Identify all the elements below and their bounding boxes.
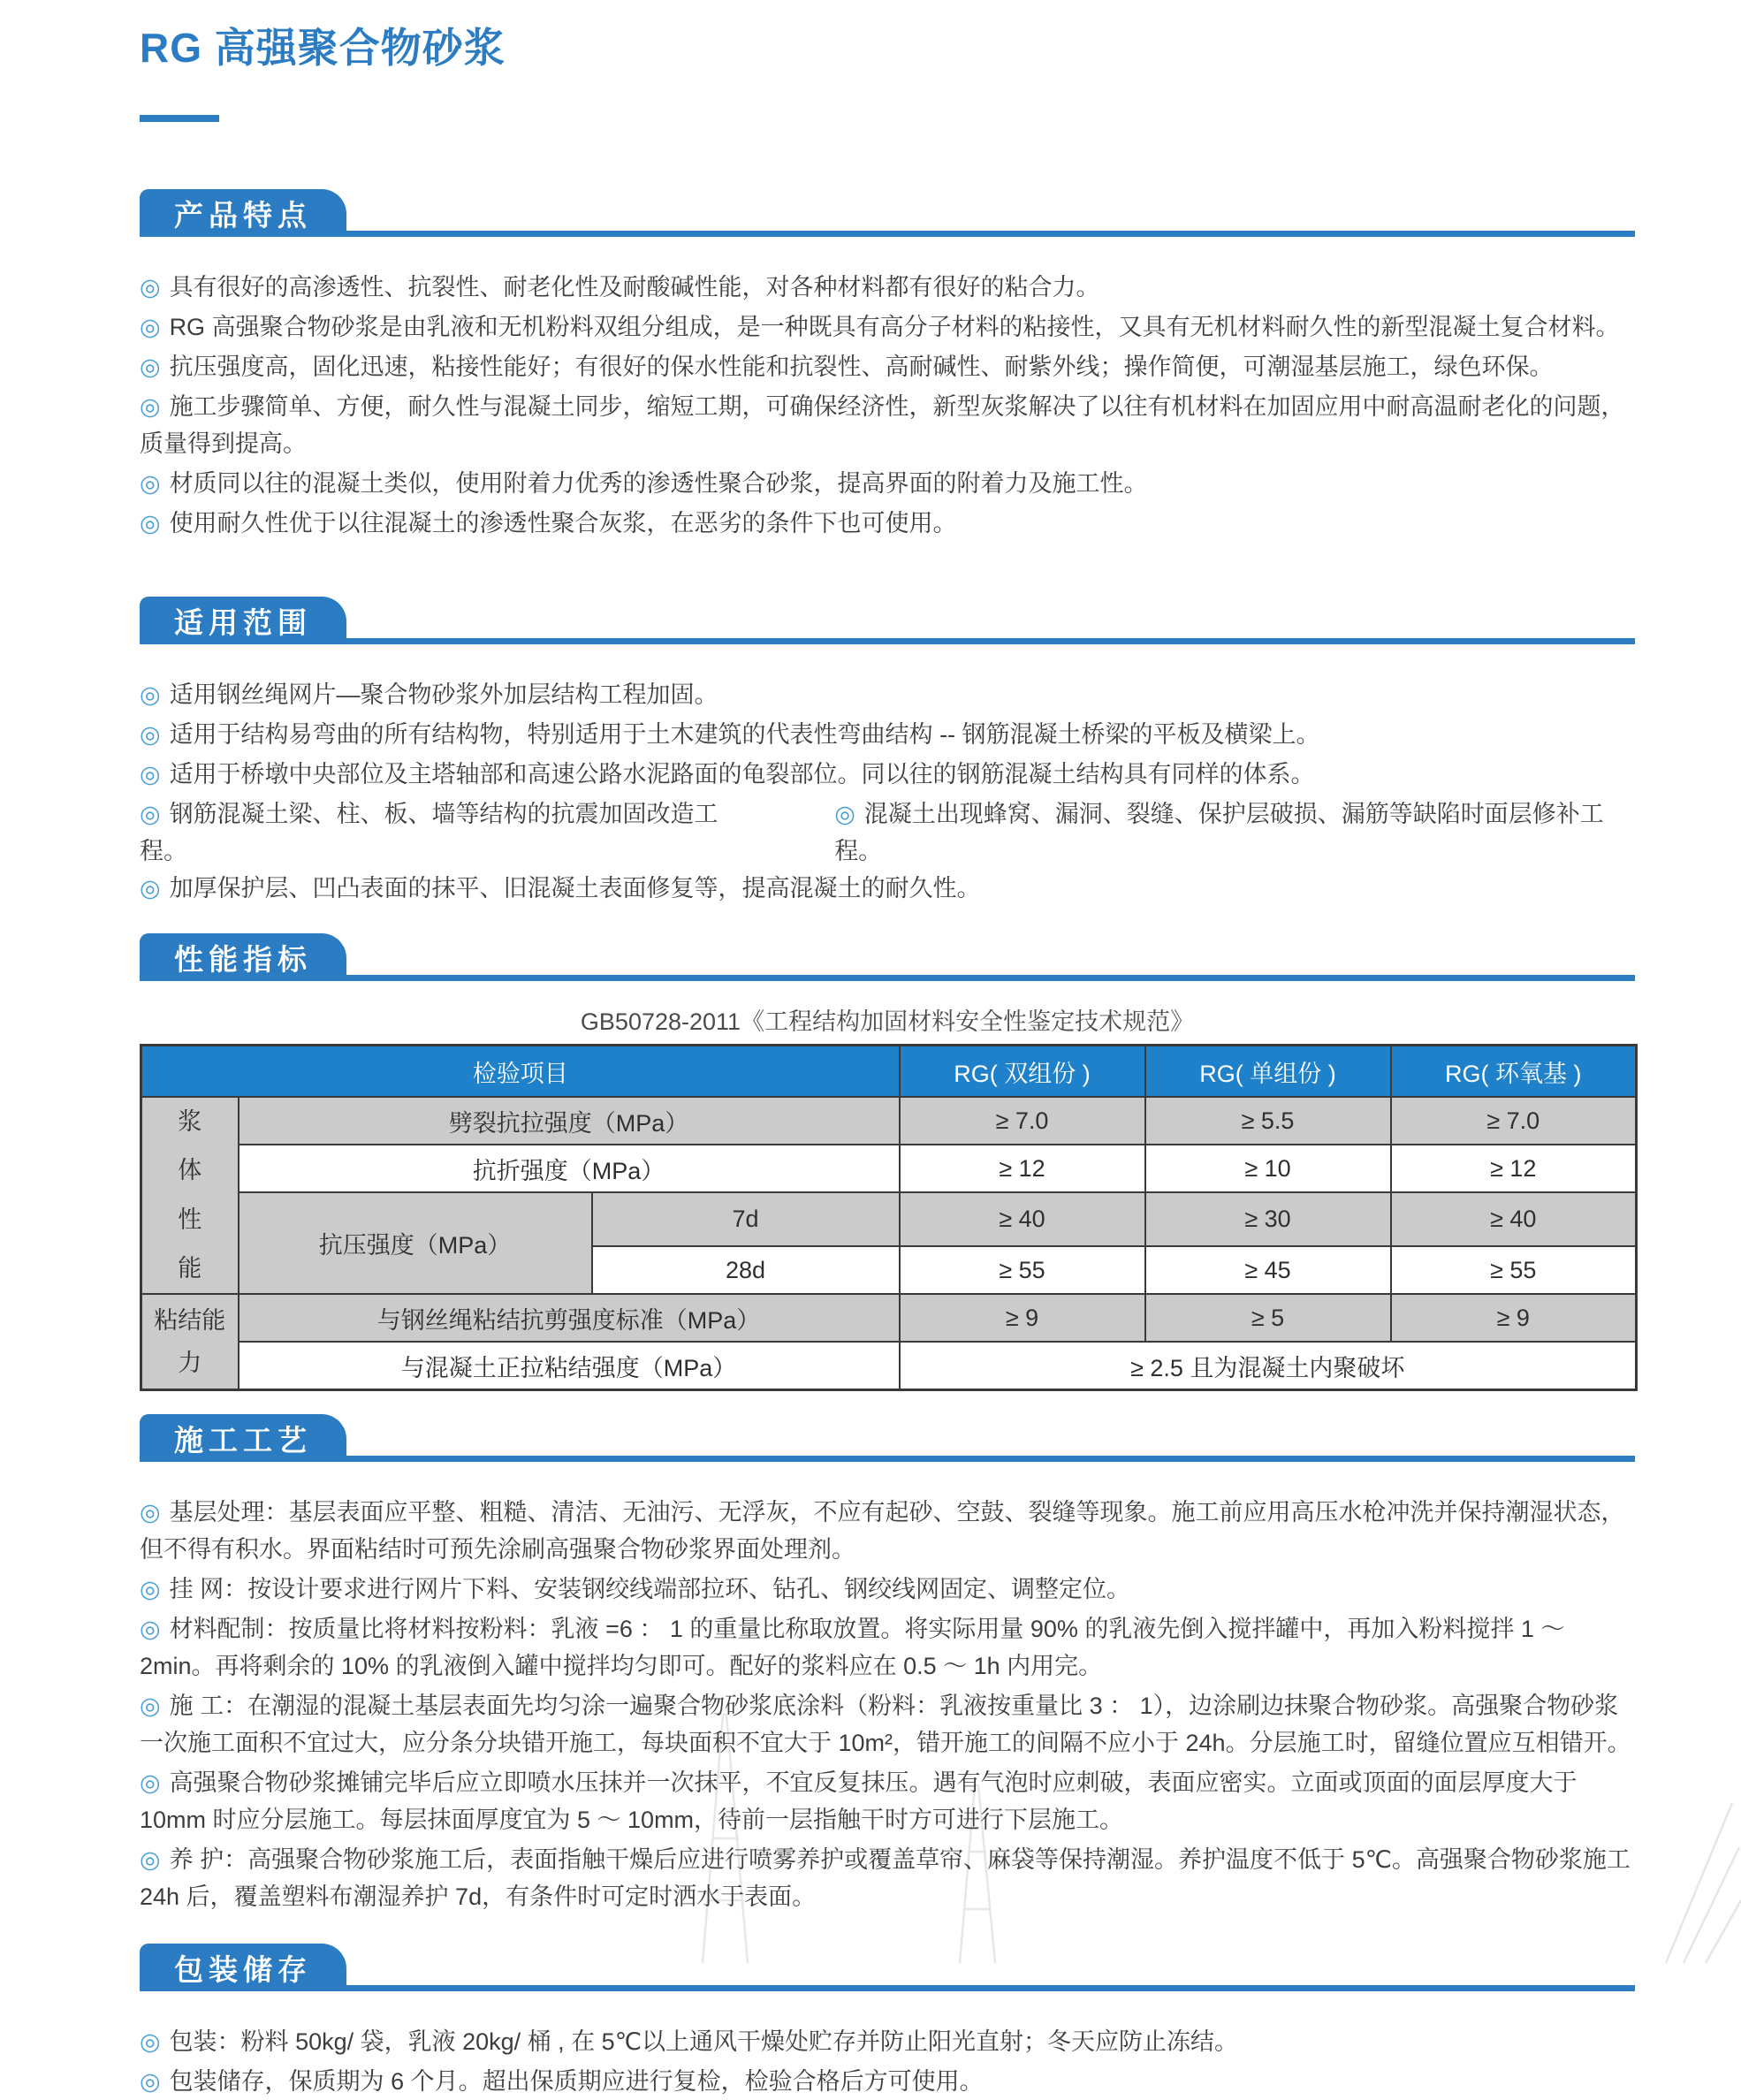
cell-value: ≥ 10 [1145,1145,1391,1192]
ring-bullet-icon: ◎ [140,761,161,788]
bullet-item [140,2063,1635,2100]
bullet-text: 施 工：在潮湿的混凝土基层表面先均匀涂一遍聚合物砂浆底涂料（粉料：乳液按重量比 3 ： 1），边涂刷边抹聚合物砂浆。高强聚合物砂浆一次施工面积不宜过大，应分条分块错开施工，每块面积不宜大于 10m²，错开施工的间隔不应小于 24h。分层施工时，留缝位置应互相错开。 [140,1693,1631,1757]
section-header-performance [140,933,1635,981]
section-badge [140,189,346,237]
cell-value: ≥ 7.0 [1391,1097,1637,1145]
section-heading: 适用范围 [174,605,312,639]
table-row [141,1097,1637,1145]
bullet-text: 抗压强度高，固化迅速，粘接性能好；有很好的保水性能和抗裂性、高耐碱性、耐紫外线；操作简便，可潮湿基层施工，绿色环保。 [169,354,1554,380]
section-header-packaging [140,1944,1635,1991]
bullet-text: 使用耐久性优于以往混凝土的渗透性聚合灰浆，在恶劣的条件下也可使用。 [169,510,957,536]
bullet-text: 包装：粉料 50kg/ 袋，乳液 20kg/ 桶 , 在 5℃以上通风干燥处贮存并防止阳光直射；冬天应防止冻结。 [169,2028,1239,2056]
row-label: 与钢丝绳粘结抗剪强度标准（MPa） [239,1294,900,1342]
cell-value: ≥ 30 [1145,1192,1391,1246]
bullet-text: 包装储存，保质期为 6 个月。超出保质期应进行复检，检验合格后方可使用。 [169,2068,984,2096]
section-header-features [140,189,1635,237]
table-caption: GB50728-2011《工程结构加固材料安全性鉴定技术规范》 [580,1008,1195,1035]
row-label: 抗压强度（MPa） [239,1192,592,1294]
ring-bullet-icon: ◎ [140,393,161,420]
table-header-row [141,1046,1637,1098]
bullet-text: 挂 网：按设计要求进行网片下料、安装钢绞线端部拉环、钻孔、钢绞线网固定、调整定位。 [169,1576,1131,1603]
row-sublabel: 7d [592,1192,900,1246]
ring-bullet-icon: ◎ [140,681,161,708]
section-badge [140,1414,346,1462]
row-label: 劈裂抗拉强度（MPa） [239,1097,900,1145]
ring-bullet-icon: ◎ [140,2028,161,2056]
section-features [140,189,1635,542]
section-badge [140,1944,346,1991]
section-header-process [140,1414,1635,1462]
bullet-text: 材质同以往的混凝土类似，使用附着力优秀的渗透性聚合砂浆，提高界面的附着力及施工性。 [169,470,1148,497]
section-rule [140,1985,1635,1991]
section-rule [140,1456,1635,1462]
bullet-item [140,870,1635,907]
bullet-text: 施工步骤简单、方便，耐久性与混凝土同步，缩短工期，可确保经济性，新型灰浆解决了以往有机材料在加固应用中耐高温耐老化的问题，质量得到提高。 [140,393,1625,457]
table-row [141,1342,1637,1390]
ring-bullet-icon: ◎ [140,801,161,827]
table-row [141,1192,1637,1246]
ring-bullet-icon: ◎ [140,1693,161,1720]
row-label: 抗折强度（MPa） [239,1145,900,1192]
ring-bullet-icon: ◎ [140,274,161,301]
section-rule [140,975,1635,981]
bullet-item [140,2023,1635,2060]
cell-value: ≥ 5 [1145,1294,1391,1342]
scope-bullet-list [140,676,1635,907]
bullet-text: 适用于桥墩中央部位及主塔轴部和高速公路水泥路面的龟裂部位。同以往的钢筋混凝土结构具有同样的体系。 [169,761,1315,788]
performance-table-wrap [140,1044,1635,1391]
group-label-text: 粘结能力 [154,1306,226,1377]
cell-value: ≥ 40 [1391,1192,1637,1246]
section-scope [140,597,1635,907]
cell-value: ≥ 40 [900,1192,1145,1246]
section-heading: 施工工艺 [174,1423,312,1457]
section-heading: 包装储存 [174,1952,312,1986]
column-header-rg1: RG( 单组份 ) [1145,1046,1391,1098]
bullet-item [140,1571,1635,1608]
ring-bullet-icon: ◎ [140,354,161,380]
bullet-item [140,308,1635,346]
page-title: RG 高强聚合物砂浆 [140,25,506,71]
bullet-text: 钢筋混凝土梁、柱、板、墙等结构的抗震加固改造工程。 [140,801,718,864]
cell-value: ≥ 7.0 [900,1097,1145,1145]
section-badge [140,597,346,644]
ring-bullet-icon: ◎ [140,1846,161,1874]
column-header-item: 检验项目 [141,1046,900,1098]
ring-bullet-icon: ◎ [140,510,161,536]
group-label-text: 浆体性能 [178,1108,202,1282]
cell-value: ≥ 45 [1145,1246,1391,1294]
bullet-item [140,465,1635,502]
bullet-text: 养 护：高强聚合物砂浆施工后，表面指触干燥后应进行喷雾养护或覆盖草帘、麻袋等保持潮湿。养护温度不低于 5℃。高强聚合物砂浆施工 24h 后，覆盖塑料布潮湿养护 7d，有条件时可定时洒水于表面。 [140,1846,1631,1911]
section-badge [140,933,346,981]
column-header-rg2: RG( 双组份 ) [900,1046,1145,1098]
section-heading: 产品特点 [174,198,312,232]
bullet-item [834,795,1635,870]
section-heading: 性能指标 [174,942,312,976]
bullet-item [140,756,1635,793]
bullet-text: 高强聚合物砂浆摊铺完毕后应立即喷水压抹并一次抹平，不宜反复抹压。遇有气泡时应刺破，表面应密实。立面或顶面的面层厚度大于 10mm 时应分层施工。每层抹面厚度宜为 5 ～ 10mm，待前一层指触干时方可进行下层施工。 [140,1769,1578,1834]
cell-value: ≥ 9 [900,1294,1145,1342]
packaging-bullet-list [140,2023,1635,2100]
row-group-label [141,1294,239,1390]
row-group-label [141,1097,239,1294]
bullet-text: 混凝土出现蜂窝、漏洞、裂缝、保护层破损、漏筋等缺陷时面层修补工程。 [834,801,1604,864]
cell-value: ≥ 9 [1391,1294,1637,1342]
bullet-item [140,716,1635,753]
bullet-item [140,1687,1635,1761]
ring-bullet-icon: ◎ [140,1769,161,1797]
cell-value: ≥ 5.5 [1145,1097,1391,1145]
bullet-text: 加厚保护层、凹凸表面的抹平、旧混凝土表面修复等，提高混凝土的耐久性。 [169,875,981,902]
ring-bullet-icon: ◎ [834,801,855,827]
bullet-text: 具有很好的高渗透性、抗裂性、耐老化性及耐酸碱性能，对各种材料都有很好的粘合力。 [169,274,1100,301]
title-underline [140,115,219,122]
cell-value: ≥ 55 [1391,1246,1637,1294]
ring-bullet-icon: ◎ [140,470,161,497]
table-row [141,1294,1637,1342]
bullet-item [140,795,753,870]
bullet-text: 基层处理：基层表面应平整、粗糙、清洁、无油污、无浮灰，不应有起砂、空鼓、裂缝等现象。施工前应用高压水枪冲洗并保持潮湿状态，但不得有积水。界面粘结时可预先涂刷高强聚合物砂浆界面处理剂。 [140,1499,1625,1564]
bullet-text: 适用于结构易弯曲的所有结构物，特别适用于土木建筑的代表性弯曲结构 -- 钢筋混凝土桥梁的平板及横梁上。 [169,721,1320,748]
process-bullet-list [140,1494,1635,1915]
section-process [140,1414,1635,1915]
bullet-pair-row [140,795,1635,870]
bullet-item [140,676,1635,713]
ring-bullet-icon: ◎ [140,1616,161,1643]
ring-bullet-icon: ◎ [140,875,161,902]
section-header-scope [140,597,1635,644]
bullet-item [140,1610,1635,1685]
ring-bullet-icon: ◎ [140,1499,161,1526]
cell-value: ≥ 55 [900,1246,1145,1294]
bullet-item [140,1494,1635,1568]
performance-table [140,1044,1638,1391]
cell-value: ≥ 12 [1391,1145,1637,1192]
cell-value-merged: ≥ 2.5 且为混凝土内聚破坏 [900,1342,1637,1390]
bullet-text: 适用钢丝绳网片—聚合物砂浆外加层结构工程加固。 [169,681,718,708]
ring-bullet-icon: ◎ [140,314,161,340]
ring-bullet-icon: ◎ [140,721,161,748]
section-packaging [140,1944,1635,2100]
bullet-text: 材料配制：按质量比将材料按粉料：乳液 =6 ： 1 的重量比称取放置。将实际用量 90% 的乳液先倒入搅拌罐中，再加入粉料搅拌 1 ～ 2min。再将剩余的 10% 的乳液倒入罐中搅拌均匀即可。配好的浆料应在 0.5 ～ 1h 内用完。 [140,1616,1565,1680]
bullet-item [140,505,1635,542]
bullet-item [140,269,1635,306]
table-row [141,1145,1637,1192]
ring-bullet-icon: ◎ [140,1576,161,1603]
bullet-item [140,1841,1635,1915]
bullet-item [140,388,1635,462]
ring-bullet-icon: ◎ [140,2068,161,2096]
bullet-text: RG 高强聚合物砂浆是由乳液和无机粉料双组分组成，是一种既具有高分子材料的粘接性，又具有无机材料耐久性的新型混凝土复合材料。 [169,314,1620,340]
column-header-rge: RG( 环氧基 ) [1391,1046,1637,1098]
cell-value: ≥ 12 [900,1145,1145,1192]
section-rule [140,638,1635,644]
row-sublabel: 28d [592,1246,900,1294]
section-rule [140,231,1635,237]
bullet-item [140,1764,1635,1838]
row-label: 与混凝土正拉粘结强度（MPa） [239,1342,900,1390]
bullet-item [140,348,1635,385]
features-bullet-list [140,269,1635,542]
section-performance [140,933,1635,1391]
